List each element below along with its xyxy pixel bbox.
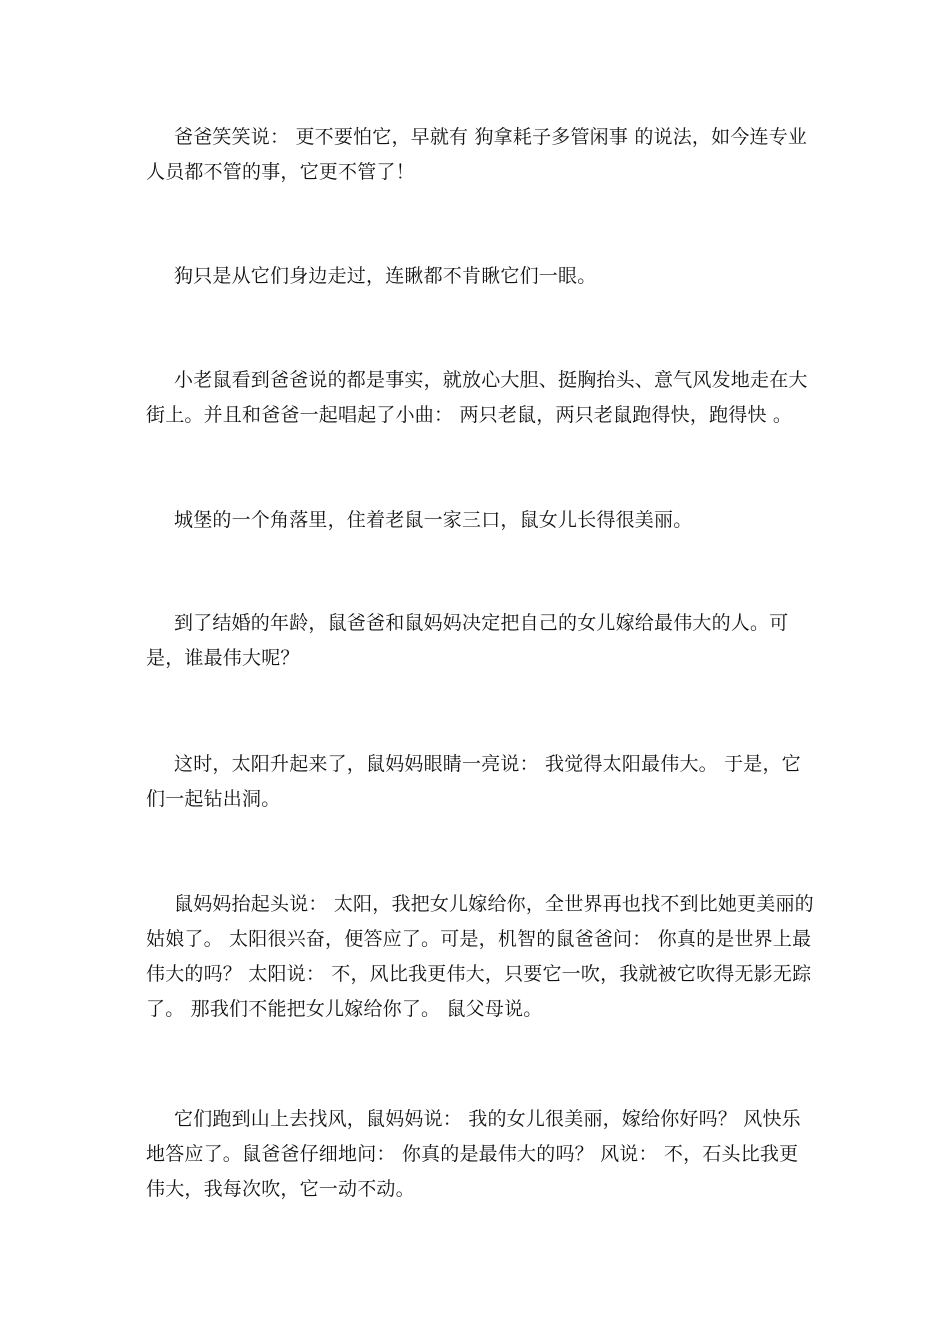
- paragraph-7: 鼠妈妈抬起头说： 太阳，我把女儿嫁给你，全世界再也找不到比她更美丽的姑娘了。 太阳很兴奋，便答应了。可是，机智的鼠爸爸问： 你真的是世界上最伟大的吗？ 太阳说： 不，风比我更伟大，只要它一吹，我就被它吹得无影无踪了。 那我们不能把女儿嫁给你了。 鼠父母说。: [146, 893, 814, 1020]
- paragraph-8: 它们跑到山上去找风，鼠妈妈说： 我的女儿很美丽，嫁给你好吗？ 风快乐地答应了。鼠爸爸仔细地问： 你真的是最伟大的吗？ 风说： 不，石头比我更伟大，我每次吹，它一动不动。: [146, 1108, 801, 1200]
- paragraph-1: 爸爸笑笑说： 更不要怕它，早就有 狗拿耗子多管闲事 的说法，如今连专业人员都不管的事，它更不管了！: [146, 126, 808, 183]
- paragraph-3: 小老鼠看到爸爸说的都是事实，就放心大胆、挺胸抬头、意气风发地走在大街上。并且和爸爸一起唱起了小曲： 两只老鼠，两只老鼠跑得快，跑得快 。: [146, 369, 808, 426]
- paragraph-5: 到了结婚的年龄，鼠爸爸和鼠妈妈决定把自己的女儿嫁给最伟大的人。可是，谁最伟大呢？: [146, 612, 789, 669]
- paragraph-2: 狗只是从它们身边走过，连瞅都不肯瞅它们一眼。: [174, 265, 597, 287]
- paragraph-4: 城堡的一个角落里，住着老鼠一家三口，鼠女儿长得很美丽。: [174, 509, 693, 531]
- paragraph-6: 这时，太阳升起来了，鼠妈妈眼睛一亮说： 我觉得太阳最伟大。 于是，它们一起钻出洞。: [146, 753, 801, 810]
